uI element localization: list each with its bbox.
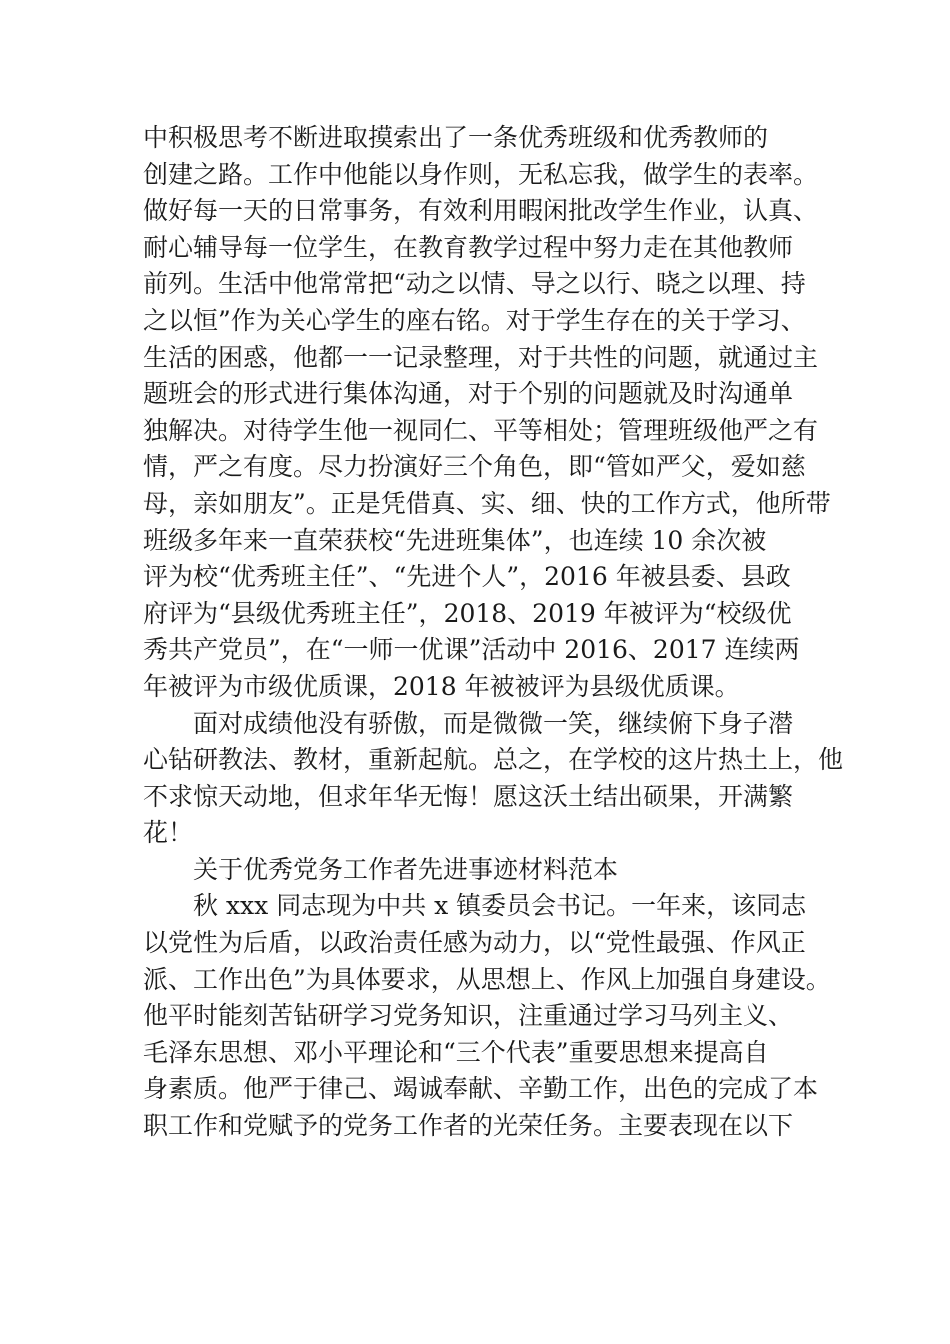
text-line: 之以恒”作为关心学生的座右铭。对于学生存在的关于学习、: [143, 305, 806, 335]
paragraph-start-line: 面对成绩他没有骄傲，而是微微一笑，继续俯下身子潜: [193, 708, 794, 738]
text-line: 题班会的形式进行集体沟通，对于个别的问题就及时沟通单: [143, 379, 794, 409]
text-line: 府评为“县级优秀班主任”，2018、2019 年被评为“校级优: [143, 598, 792, 628]
text-line: 以党性为后盾，以政治责任感为动力，以“党性最强、作风正: [143, 928, 806, 958]
paragraph-start-line: 秋 xxx 同志现为中共 x 镇委员会书记。一年来，该同志: [193, 891, 807, 921]
text-line: 不求惊天动地，但求年华无悔！愿这沃土结出硕果，开满繁: [143, 781, 794, 811]
text-line: 母，亲如朋友”。正是凭借真、实、细、快的工作方式，他所带: [143, 488, 831, 518]
text-line: 情，严之有度。尽力扮演好三个角色，即“管如严父，爱如慈: [143, 452, 806, 482]
text-line: 派、工作出色”为具体要求，从思想上、作风上加强自身建设。: [143, 964, 831, 994]
text-line: 耐心辅导每一位学生，在教育教学过程中努力走在其他教师: [143, 232, 794, 262]
text-line: 职工作和党赋予的党务工作者的光荣任务。主要表现在以下: [143, 1111, 794, 1141]
text-line: 中积极思考不断进取摸索出了一条优秀班级和优秀教师的: [143, 123, 769, 152]
text-line: 独解决。对待学生他一视同仁、平等相处；管理班级他严之有: [143, 415, 819, 445]
text-line: 做好每一天的日常事务，有效利用暇闲批改学生作业，认真、: [143, 196, 819, 226]
text-line: 秀共产党员”，在“一师一优课”活动中 2016、2017 连续两: [143, 635, 800, 665]
text-line: 年被评为市级优质课，2018 年被被评为县级优质课。: [143, 671, 740, 701]
text-line: 前列。生活中他常常把“动之以情、导之以行、晓之以理、持: [143, 269, 806, 299]
text-line: 评为校“优秀班主任”、“先进个人”，2016 年被县委、县政: [143, 562, 791, 592]
text-line: 心钻研教法、教材，重新起航。总之，在学校的这片热土上，他: [143, 745, 844, 775]
text-line: 创建之路。工作中他能以身作则，无私忘我，做学生的表率。: [143, 159, 819, 189]
section-heading: 关于优秀党务工作者先进事迹材料范本: [193, 854, 619, 884]
text-line: 毛泽东思想、邓小平理论和“三个代表”重要思想来提高自: [143, 1037, 769, 1067]
body-text: [143, 120, 844, 1145]
text-line: 身素质。他严于律己、竭诚奉献、辛勤工作，出色的完成了本: [143, 1074, 819, 1104]
text-line: 他平时能刻苦钻研学习党务知识，注重通过学习马列主义、: [143, 1001, 794, 1031]
text-line: 生活的困惑，他都一一记录整理，对于共性的问题，就通过主: [143, 342, 819, 372]
text-line: 班级多年来一直荣获校“先进班集体”，也连续 10 余次被: [143, 525, 767, 555]
text-line: 花！: [143, 818, 194, 848]
